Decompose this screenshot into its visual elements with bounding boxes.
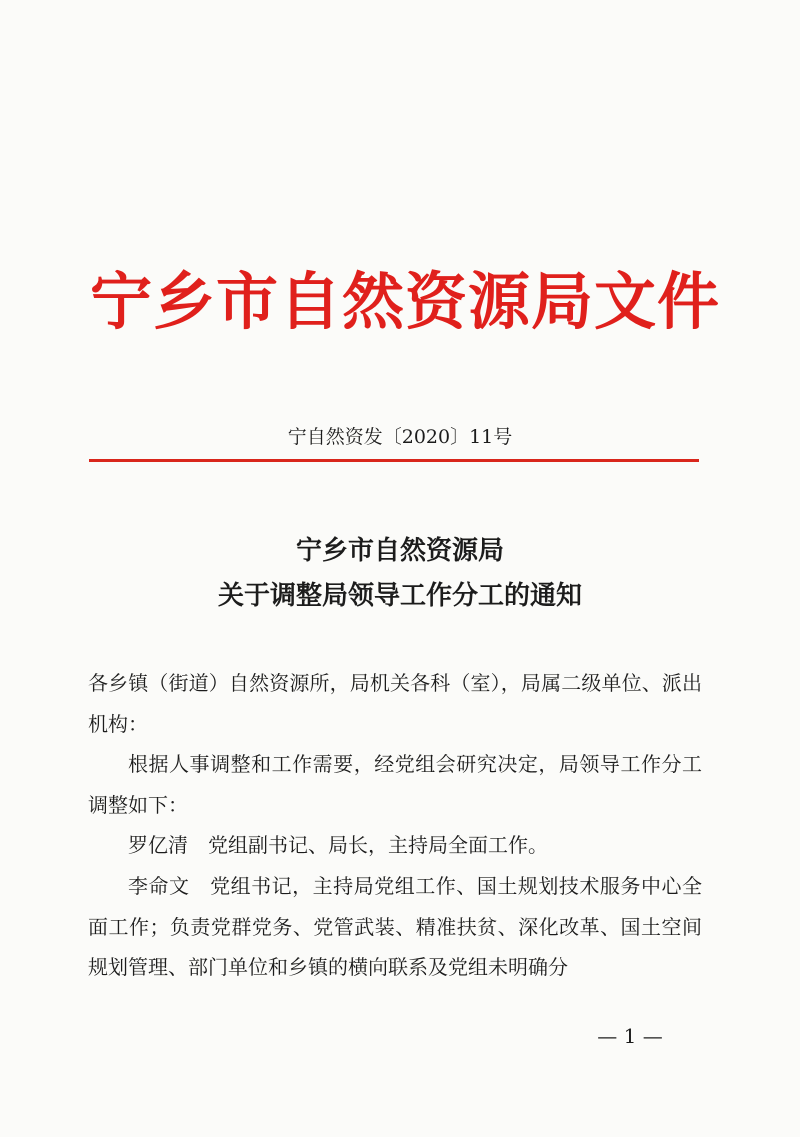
issuer-header: 宁乡市自然资源局文件	[90, 265, 721, 338]
intro-paragraph: 根据人事调整和工作需要，经党组会研究决定，局领导工作分工调整如下：	[88, 752, 702, 817]
page-number: — 1 —	[597, 1024, 663, 1048]
addressee-paragraph: 各乡镇（街道）自然资源所，局机关各科（室），局属二级单位、派出机构：	[88, 671, 702, 736]
document-number: 宁自然资发〔2020〕11号	[287, 426, 513, 448]
red-separator-line	[89, 459, 699, 462]
notice-title-line-2: 关于调整局领导工作分工的通知	[217, 581, 582, 611]
notice-title-line-1: 宁乡市自然资源局	[295, 536, 504, 566]
notice-body	[88, 663, 702, 988]
assignment-paragraph: 罗亿清 党组副书记、局长，主持局全面工作。	[128, 833, 548, 858]
assignment-paragraph: 李命文 党组书记，主持局党组工作、国土规划技术服务中心全面工作；负责党群党务、党管武装、精准扶贫、深化改革、国土空间规划管理、部门单位和乡镇的横向联系及党组未明确分	[88, 873, 702, 980]
